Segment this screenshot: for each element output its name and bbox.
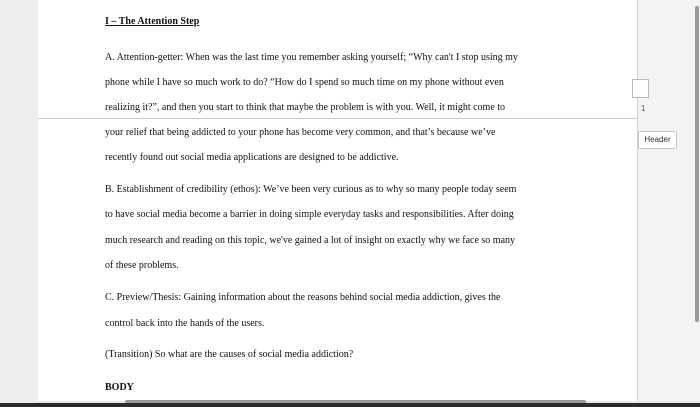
right-margin-pane — [638, 0, 700, 401]
header-label[interactable]: Header — [638, 131, 677, 149]
attention-line: A. Attention-getter: When was the last time you remember asking yourself; “Why can't I stop using my — [105, 52, 518, 63]
credibility-line: B. Establishment of credibility (ethos): We’ve been very curious as to why so many people today seem — [105, 184, 517, 195]
attention-line: your relief that being addicted to your phone has become very common, and that’s because we’ve — [105, 127, 496, 138]
section-heading: I – The Attention Step — [105, 16, 200, 27]
header-field-box[interactable] — [632, 79, 649, 98]
vertical-scrollbar[interactable] — [695, 6, 699, 322]
body-heading: BODY — [105, 382, 134, 393]
preview-line: C. Preview/Thesis: Gaining information about the reasons behind social media addiction, gives the — [105, 292, 501, 303]
left-margin — [0, 0, 38, 407]
preview-line: control back into the hands of the users. — [105, 318, 265, 329]
bottom-border — [0, 403, 700, 407]
attention-line: phone while I have so much work to do? “How do I spend so much time on my phone without even — [105, 77, 504, 88]
page-number: 1 — [641, 104, 646, 113]
credibility-line: to have social media become a barrier in doing simple everyday tasks and responsibilities. After doing — [105, 209, 514, 220]
credibility-line: much research and reading on this topic, we've gained a lot of insight on exactly why we face so many — [105, 235, 516, 246]
credibility-line: of these problems. — [105, 260, 179, 271]
transition-line: (Transition) So what are the causes of social media addiction? — [105, 349, 354, 360]
attention-line: recently found out social media applications are designed to be addictive. — [105, 152, 399, 163]
header-boundary-line — [38, 118, 637, 119]
attention-line: realizing it?”, and then you start to think that maybe the problem is with you. Well, it might come to — [105, 102, 506, 113]
